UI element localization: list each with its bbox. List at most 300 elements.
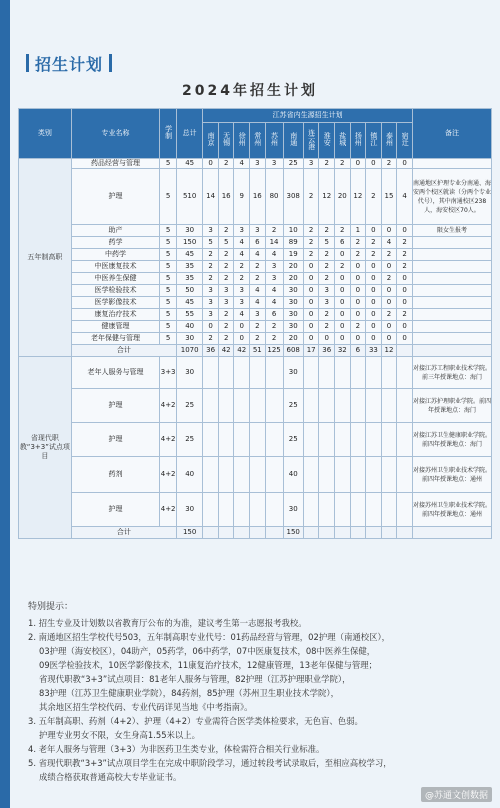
- major-cell: 老年人服务与管理: [71, 357, 160, 389]
- city-count-cell: 2: [397, 237, 413, 249]
- city-total-cell: 51: [250, 345, 266, 357]
- city-count-cell: 2: [350, 321, 366, 333]
- city-total-cell: [265, 527, 283, 539]
- total-sum-cell: 150: [177, 527, 203, 539]
- city-count-cell: 20: [283, 273, 303, 285]
- city-count-cell: 5: [218, 237, 234, 249]
- city-count-cell: 3: [303, 159, 319, 169]
- city-count-cell: [319, 389, 335, 423]
- city-count-cell: 3: [265, 159, 283, 169]
- city-count-cell: [250, 457, 266, 493]
- col-header-city: 连云港: [303, 123, 319, 159]
- city-count-cell: 19: [283, 249, 303, 261]
- city-count-cell: 3: [234, 297, 250, 309]
- city-count-cell: 30: [283, 297, 303, 309]
- city-total-cell: 150: [283, 527, 303, 539]
- table-row: [19, 159, 492, 169]
- total-note-cell: [412, 345, 491, 357]
- city-count-cell: 2: [203, 333, 219, 345]
- city-count-cell: [366, 357, 382, 389]
- category-cell: 省现代职教“3+3”试点项目: [19, 357, 72, 539]
- city-count-cell: 0: [350, 333, 366, 345]
- city-count-cell: 0: [366, 285, 382, 297]
- city-total-cell: 36: [319, 345, 335, 357]
- city-count-cell: 14: [265, 237, 283, 249]
- city-total-cell: [303, 527, 319, 539]
- city-count-cell: [303, 457, 319, 493]
- city-total-cell: 608: [283, 345, 303, 357]
- city-count-cell: 2: [366, 249, 382, 261]
- major-cell: 护理: [71, 389, 160, 423]
- system-cell: 5: [160, 333, 177, 345]
- city-count-cell: 0: [397, 333, 413, 345]
- city-count-cell: 0: [366, 309, 382, 321]
- city-count-cell: 12: [350, 169, 366, 225]
- city-count-cell: 0: [303, 273, 319, 285]
- city-count-cell: 0: [335, 249, 351, 261]
- table-row: [19, 493, 492, 527]
- city-count-cell: 0: [366, 225, 382, 237]
- city-count-cell: 0: [397, 285, 413, 297]
- col-header-city: 苏州: [265, 123, 283, 159]
- city-count-cell: 2: [203, 261, 219, 273]
- city-count-cell: 2: [319, 273, 335, 285]
- city-count-cell: 30: [283, 493, 303, 527]
- note-line: 1. 招生专业及计划数以省教育厅公布的为准，建议考生第一志愿报考我校。: [28, 618, 307, 628]
- city-count-cell: 89: [283, 237, 303, 249]
- city-count-cell: 4: [265, 297, 283, 309]
- city-count-cell: 30: [283, 309, 303, 321]
- col-header-city: 无锡: [218, 123, 234, 159]
- city-count-cell: 10: [283, 225, 303, 237]
- system-cell: 3+3: [160, 357, 177, 389]
- city-count-cell: [250, 357, 266, 389]
- total-cell: 30: [177, 493, 203, 527]
- total-cell: 45: [177, 297, 203, 309]
- note-cell: 对接江苏护理职业学院。前四年授课地点：海门: [412, 389, 491, 423]
- note-cell: 对接苏州卫生职业技术学院。前四年授课地点：通州: [412, 457, 491, 493]
- city-count-cell: 0: [397, 273, 413, 285]
- city-count-cell: 0: [335, 273, 351, 285]
- city-count-cell: 2: [250, 261, 266, 273]
- city-count-cell: 2: [203, 249, 219, 261]
- city-count-cell: 2: [218, 225, 234, 237]
- city-count-cell: [218, 493, 234, 527]
- total-cell: 45: [177, 159, 203, 169]
- city-total-cell: [218, 527, 234, 539]
- city-count-cell: 6: [335, 237, 351, 249]
- city-count-cell: 3: [234, 285, 250, 297]
- city-total-cell: [203, 527, 219, 539]
- city-count-cell: 0: [381, 261, 397, 273]
- city-count-cell: 15: [381, 169, 397, 225]
- city-count-cell: 20: [283, 333, 303, 345]
- city-count-cell: 25: [283, 389, 303, 423]
- city-count-cell: 2: [366, 237, 382, 249]
- city-count-cell: 3: [250, 159, 266, 169]
- note-line: 2. 南通地区招生学校代号503，五年制高职专业代号：01药品经营与管理，02护理（南通校区），: [28, 632, 391, 642]
- city-count-cell: [397, 457, 413, 493]
- category-cell: 五年制高职: [19, 159, 72, 357]
- city-count-cell: [265, 457, 283, 493]
- city-count-cell: [203, 389, 219, 423]
- system-cell: 5: [160, 321, 177, 333]
- city-count-cell: [250, 389, 266, 423]
- city-count-cell: 2: [218, 333, 234, 345]
- major-cell: 中医养生保健: [71, 273, 160, 285]
- city-count-cell: 0: [366, 159, 382, 169]
- city-count-cell: 4: [250, 297, 266, 309]
- table-row: [19, 309, 492, 321]
- total-cell: 45: [177, 249, 203, 261]
- major-cell: 护理: [71, 423, 160, 457]
- total-cell: 25: [177, 389, 203, 423]
- city-count-cell: 30: [283, 357, 303, 389]
- city-count-cell: 2: [335, 261, 351, 273]
- total-cell: 40: [177, 457, 203, 493]
- special-notes: [28, 600, 490, 784]
- city-count-cell: 2: [234, 273, 250, 285]
- city-count-cell: 1: [350, 225, 366, 237]
- city-count-cell: [335, 357, 351, 389]
- city-count-cell: 2: [203, 273, 219, 285]
- city-count-cell: 3: [203, 225, 219, 237]
- col-header-category: 类别: [19, 109, 72, 159]
- city-count-cell: 0: [381, 333, 397, 345]
- city-count-cell: 3: [319, 297, 335, 309]
- city-count-cell: 2: [218, 309, 234, 321]
- city-count-cell: 4: [234, 249, 250, 261]
- city-count-cell: [350, 389, 366, 423]
- header-bar-right: [109, 54, 112, 72]
- city-count-cell: 25: [283, 159, 303, 169]
- note-line: 其余地区招生学校代码、专业代码详见当地《中考指南》。: [39, 702, 253, 712]
- city-count-cell: 3: [203, 285, 219, 297]
- note-cell: [412, 333, 491, 345]
- table-row: [19, 333, 492, 345]
- note-cell: 对接苏州卫生职业技术学院。前四年授课地点：通州: [412, 493, 491, 527]
- city-total-cell: 42: [218, 345, 234, 357]
- note-cell: [412, 321, 491, 333]
- city-count-cell: [218, 423, 234, 457]
- city-count-cell: 2: [319, 309, 335, 321]
- col-header-city: 徐州: [234, 123, 250, 159]
- city-count-cell: [335, 389, 351, 423]
- city-total-cell: 12: [381, 345, 397, 357]
- city-count-cell: 2: [218, 249, 234, 261]
- city-count-cell: 2: [218, 159, 234, 169]
- table-row: [19, 225, 492, 237]
- city-count-cell: 0: [381, 285, 397, 297]
- city-count-cell: 0: [335, 285, 351, 297]
- city-count-cell: 4: [265, 285, 283, 297]
- city-count-cell: [203, 493, 219, 527]
- city-count-cell: [203, 457, 219, 493]
- enrollment-plan-table: [18, 108, 492, 539]
- city-count-cell: 2: [218, 321, 234, 333]
- total-cell: 30: [177, 357, 203, 389]
- note-line: 护理专业男女不限，女生身高1.55米以上。: [39, 730, 201, 740]
- note-line: 09医学检验技术，10医学影像技术，11康复治疗技术，12健康管理，13老年保健与管理；: [39, 660, 378, 670]
- city-count-cell: [366, 457, 382, 493]
- city-count-cell: 0: [366, 273, 382, 285]
- city-count-cell: [265, 357, 283, 389]
- system-cell: 5: [160, 285, 177, 297]
- city-count-cell: 14: [203, 169, 219, 225]
- city-count-cell: 2: [381, 273, 397, 285]
- city-count-cell: 2: [335, 225, 351, 237]
- city-count-cell: [218, 357, 234, 389]
- city-count-cell: 3: [203, 309, 219, 321]
- city-count-cell: 0: [350, 285, 366, 297]
- note-cell: [412, 261, 491, 273]
- col-header-city: 盐城: [335, 123, 351, 159]
- note-cell: [412, 159, 491, 169]
- city-count-cell: 30: [283, 285, 303, 297]
- system-cell: 4+2: [160, 423, 177, 457]
- city-count-cell: 3: [250, 225, 266, 237]
- city-count-cell: 4: [234, 309, 250, 321]
- major-cell: 药学: [71, 237, 160, 249]
- city-count-cell: 0: [303, 309, 319, 321]
- city-count-cell: [250, 493, 266, 527]
- city-count-cell: 0: [203, 321, 219, 333]
- notes-title: 特别提示：: [28, 602, 74, 612]
- city-total-cell: [319, 527, 335, 539]
- total-note-cell: [412, 527, 491, 539]
- city-count-cell: 2: [303, 169, 319, 225]
- city-count-cell: 3: [265, 261, 283, 273]
- city-count-cell: 80: [265, 169, 283, 225]
- note-cell: [412, 297, 491, 309]
- system-cell: 5: [160, 297, 177, 309]
- city-count-cell: 2: [303, 225, 319, 237]
- city-count-cell: 4: [381, 237, 397, 249]
- city-count-cell: [303, 357, 319, 389]
- city-count-cell: 4: [234, 237, 250, 249]
- city-count-cell: 5: [203, 237, 219, 249]
- city-count-cell: 0: [335, 321, 351, 333]
- system-cell: 5: [160, 309, 177, 321]
- city-count-cell: 0: [303, 261, 319, 273]
- city-count-cell: [265, 423, 283, 457]
- total-cell: 40: [177, 321, 203, 333]
- city-count-cell: [350, 493, 366, 527]
- city-count-cell: 2: [366, 169, 382, 225]
- note-line: 4. 老年人服务与管理（3+3）为非医药卫生类专业，体检需符合相关行业标准。: [28, 744, 325, 754]
- city-count-cell: [234, 423, 250, 457]
- table-row: [19, 261, 492, 273]
- note-cell: 对接江苏工程职业技术学院。前三年授课地点：海门: [412, 357, 491, 389]
- total-cell: 35: [177, 261, 203, 273]
- city-count-cell: 2: [335, 159, 351, 169]
- city-count-cell: 20: [335, 169, 351, 225]
- city-count-cell: 20: [283, 261, 303, 273]
- city-count-cell: 2: [265, 333, 283, 345]
- city-count-cell: 2: [397, 309, 413, 321]
- city-count-cell: 2: [381, 249, 397, 261]
- city-count-cell: 2: [250, 273, 266, 285]
- city-count-cell: [350, 423, 366, 457]
- table-row: [19, 357, 492, 389]
- city-count-cell: [234, 457, 250, 493]
- table-row: [19, 169, 492, 225]
- table-row: [19, 237, 492, 249]
- city-count-cell: [397, 493, 413, 527]
- city-count-cell: 0: [303, 333, 319, 345]
- table-row: [19, 423, 492, 457]
- major-cell: 中药学: [71, 249, 160, 261]
- city-count-cell: [381, 457, 397, 493]
- plan-title: 2024年招生计划: [182, 83, 318, 99]
- major-cell: 老年保健与管理: [71, 333, 160, 345]
- total-row: [19, 345, 492, 357]
- table-row: [19, 389, 492, 423]
- city-count-cell: [335, 493, 351, 527]
- city-count-cell: [319, 357, 335, 389]
- city-count-cell: 0: [366, 321, 382, 333]
- major-cell: 康复治疗技术: [71, 309, 160, 321]
- col-header-total: 总计: [177, 109, 203, 159]
- col-header-city: 南通: [283, 123, 303, 159]
- col-header-notes: 备注: [412, 109, 491, 159]
- city-count-cell: 0: [335, 333, 351, 345]
- city-count-cell: [303, 423, 319, 457]
- city-count-cell: 3: [203, 297, 219, 309]
- total-label-cell: 合计: [71, 345, 176, 357]
- city-total-cell: 125: [265, 345, 283, 357]
- city-count-cell: 3: [250, 309, 266, 321]
- city-count-cell: [381, 389, 397, 423]
- city-count-cell: 0: [397, 159, 413, 169]
- city-count-cell: 0: [397, 297, 413, 309]
- col-header-city: 淮安: [319, 123, 335, 159]
- major-cell: 药品经营与管理: [71, 159, 160, 169]
- city-count-cell: 16: [218, 169, 234, 225]
- city-count-cell: 2: [319, 225, 335, 237]
- system-cell: 5: [160, 273, 177, 285]
- total-sum-cell: 1070: [177, 345, 203, 357]
- city-count-cell: 30: [283, 321, 303, 333]
- total-row: [19, 527, 492, 539]
- city-count-cell: 9: [234, 169, 250, 225]
- major-cell: 药剂: [71, 457, 160, 493]
- total-label-cell: 合计: [71, 527, 176, 539]
- col-header-system: 学制: [160, 109, 177, 159]
- city-count-cell: 0: [381, 297, 397, 309]
- major-cell: 医学检验技术: [71, 285, 160, 297]
- city-count-cell: 2: [397, 261, 413, 273]
- system-cell: 4+2: [160, 493, 177, 527]
- city-count-cell: 40: [283, 457, 303, 493]
- accent-sidebar: [0, 0, 10, 808]
- table-row: [19, 249, 492, 261]
- city-count-cell: 0: [203, 159, 219, 169]
- city-count-cell: 0: [350, 309, 366, 321]
- city-count-cell: [234, 357, 250, 389]
- city-count-cell: 2: [303, 237, 319, 249]
- total-cell: 30: [177, 225, 203, 237]
- city-total-cell: [250, 527, 266, 539]
- city-count-cell: 3: [218, 297, 234, 309]
- total-cell: 55: [177, 309, 203, 321]
- city-count-cell: [303, 493, 319, 527]
- city-count-cell: 2: [218, 261, 234, 273]
- note-line: 省现代职教“3+3”试点项目：81老年人服务与管理，82护理（江苏护理职业学院），: [39, 674, 351, 684]
- table-row: [19, 297, 492, 309]
- city-count-cell: 4: [250, 249, 266, 261]
- city-count-cell: [319, 423, 335, 457]
- city-count-cell: [250, 423, 266, 457]
- city-total-cell: [366, 527, 382, 539]
- city-count-cell: 3: [234, 225, 250, 237]
- city-count-cell: [397, 389, 413, 423]
- col-header-major: 专业名称: [71, 109, 160, 159]
- city-total-cell: 17: [303, 345, 319, 357]
- city-count-cell: 2: [381, 309, 397, 321]
- col-header-city: 南京: [203, 123, 219, 159]
- city-count-cell: 2: [350, 249, 366, 261]
- col-header-city: 泰州: [381, 123, 397, 159]
- city-count-cell: 0: [303, 321, 319, 333]
- system-cell: 4+2: [160, 457, 177, 493]
- city-count-cell: 0: [366, 261, 382, 273]
- city-count-cell: [335, 457, 351, 493]
- table-row: [19, 457, 492, 493]
- city-count-cell: 5: [319, 237, 335, 249]
- city-count-cell: [397, 357, 413, 389]
- city-count-cell: [366, 389, 382, 423]
- city-count-cell: 0: [350, 159, 366, 169]
- city-count-cell: 0: [350, 273, 366, 285]
- city-count-cell: 0: [303, 297, 319, 309]
- col-header-city: 镇江: [366, 123, 382, 159]
- city-count-cell: [381, 357, 397, 389]
- city-count-cell: 16: [250, 169, 266, 225]
- city-count-cell: [366, 493, 382, 527]
- table-row: [19, 285, 492, 297]
- city-count-cell: [265, 493, 283, 527]
- total-cell: 150: [177, 237, 203, 249]
- col-header-group: 江苏省内生源招生计划: [203, 109, 413, 123]
- city-count-cell: 0: [319, 333, 335, 345]
- note-line: 成绩合格获取普通高校大专毕业证书。: [39, 772, 182, 782]
- city-count-cell: 2: [218, 273, 234, 285]
- city-count-cell: 2: [319, 159, 335, 169]
- city-count-cell: 4: [234, 159, 250, 169]
- total-cell: 35: [177, 273, 203, 285]
- city-count-cell: 0: [397, 225, 413, 237]
- system-cell: 5: [160, 169, 177, 225]
- city-count-cell: 2: [265, 321, 283, 333]
- city-count-cell: 4: [265, 249, 283, 261]
- section-title: 招生计划: [35, 54, 104, 74]
- note-cell: [412, 285, 491, 297]
- col-header-city: 宿迁: [397, 123, 413, 159]
- city-count-cell: [397, 423, 413, 457]
- watermark: @苏通文创数据: [421, 787, 492, 802]
- city-count-cell: 12: [319, 169, 335, 225]
- city-count-cell: 0: [335, 309, 351, 321]
- city-count-cell: [350, 457, 366, 493]
- city-count-cell: [234, 389, 250, 423]
- city-count-cell: 4: [397, 169, 413, 225]
- major-cell: 健康管理: [71, 321, 160, 333]
- note-cell: [412, 237, 491, 249]
- city-count-cell: 2: [319, 321, 335, 333]
- city-count-cell: [350, 357, 366, 389]
- city-count-cell: 2: [250, 333, 266, 345]
